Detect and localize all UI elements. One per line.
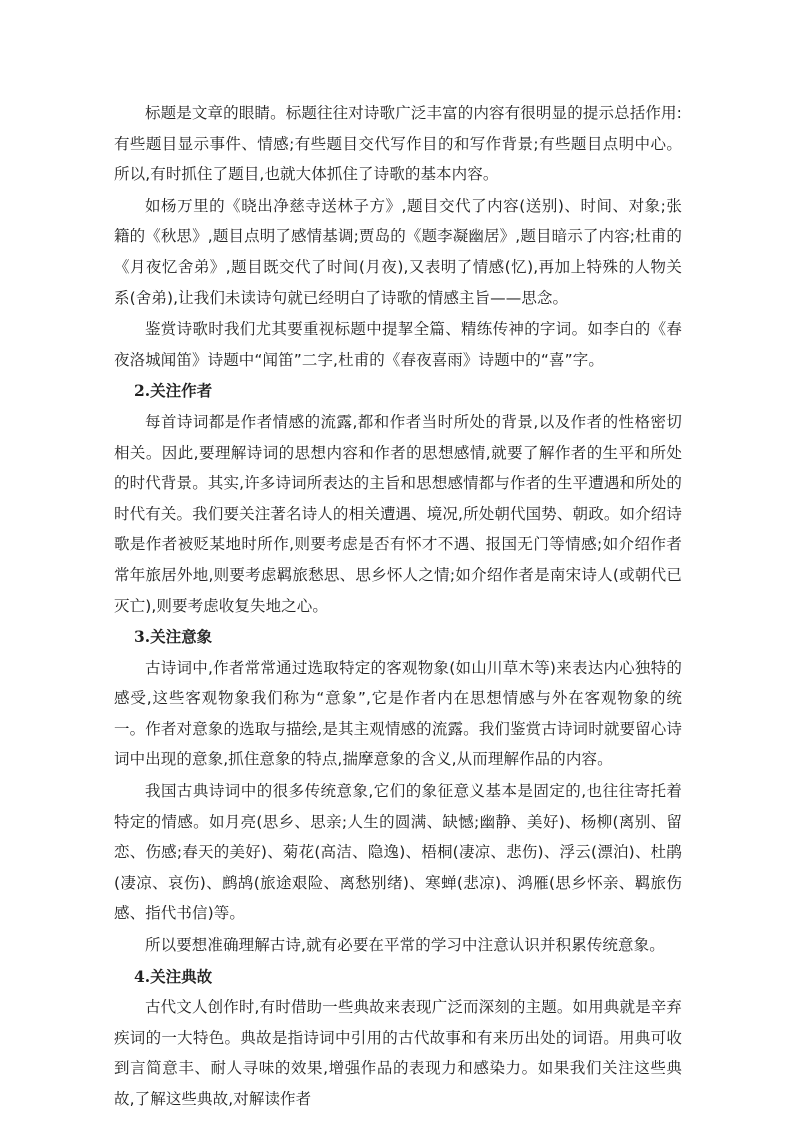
section-heading-imagery: 3.关注意象 [134, 627, 213, 647]
paragraph-allusion: 古代文人创作时,有时借助一些典故来表现广泛而深刻的主题。如用典就是辛弃疾词的一大特色。典故是指诗词中引用的古代故事和有来历出处的词语。用典可收到言简意丰、耐人寻味的效果,增强作品的表现力和感染力。如果我们关注这些典故,了解这些典故,对解读作者 [114, 998, 682, 1108]
paragraph-author: 每首诗词都是作者情感的流露,都和作者当时所处的背景,以及作者的性格密切相关。因此,要理解诗词的思想内容和作者的思想感情,就要了解作者的生平和所处的时代背景。其实,许多诗词所表达的主旨和思想感情都与作者的生平遭遇和所处的时代有关。我们要关注著名诗人的相关遭遇、境况,所处朝代国势、朝政。如介绍诗歌是作者被贬某地时所作,则要考虑是否有怀才不遇、报国无门等情感;如介绍作者常年旅居外地,则要考虑羁旅愁思、思乡怀人之情;如介绍作者是南宋诗人(或朝代已灭亡),则要考虑收复失地之心。 [114, 412, 682, 615]
section-heading-author: 2.关注作者 [134, 381, 213, 401]
document-body [114, 98, 682, 1116]
paragraph-title-importance: 标题是文章的眼睛。标题往往对诗歌广泛丰富的内容有很明显的提示总括作用:有些题目显示事件、情感;有些题目交代写作目的和写作背景;有些题目点明中心。所以,有时抓住了题目,也就大体抓住了诗歌的基本内容。 [114, 104, 682, 184]
paragraph-title-examples: 如杨万里的《晓出净慈寺送林子方》,题目交代了内容(送别)、时间、对象;张籍的《秋思》,题目点明了感情基调;贾岛的《题李凝幽居》,题目暗示了内容;杜甫的《月夜忆舍弟》,题目既交代了时间(月夜),又表明了情感(忆),再加上特殊的人物关系(舍弟),让我们未读诗句就已经明白了诗歌的情感主旨——思念。 [114, 196, 682, 307]
paragraph-title-keywords: 鉴赏诗歌时我们尤其要重视标题中提挈全篇、精练传神的字词。如李白的《春夜洛城闻笛》诗题中“闻笛”二字,杜甫的《春夜喜雨》诗题中的“喜”字。 [114, 320, 682, 369]
paragraph-imagery-summary: 所以要想准确理解古诗,就有必要在平常的学习中注意认识并积累传统意象。 [145, 936, 665, 955]
section-heading-allusion: 4.关注典故 [134, 966, 213, 986]
paragraph-imagery-examples: 我国古典诗词中的很多传统意象,它们的象征意义基本是固定的,也往往寄托着特定的情感。如月亮(思乡、思亲;人生的圆满、缺憾;幽静、美好)、杨柳(离别、留恋、伤感;春天的美好)、菊花(高洁、隐逸)、梧桐(凄凉、悲伤)、浮云(漂泊)、杜鹃(凄凉、哀伤)、鹧鸪(旅途艰险、离愁别绪)、寒蝉(悲凉)、鸿雁(思乡怀亲、羁旅伤感、指代书信)等。 [114, 782, 682, 923]
paragraph-imagery-intro: 古诗词中,作者常常通过选取特定的客观物象(如山川草木等)来表达内心独特的感受,这些客观物象我们称为“意象”,它是作者内在思想情感与外在客观物象的统一。作者对意象的选取与描绘,是其主观情感的流露。我们鉴赏古诗词时就要留心诗词中出现的意象,抓住意象的特点,揣摩意象的含义,从而理解作品的内容。 [114, 658, 682, 769]
